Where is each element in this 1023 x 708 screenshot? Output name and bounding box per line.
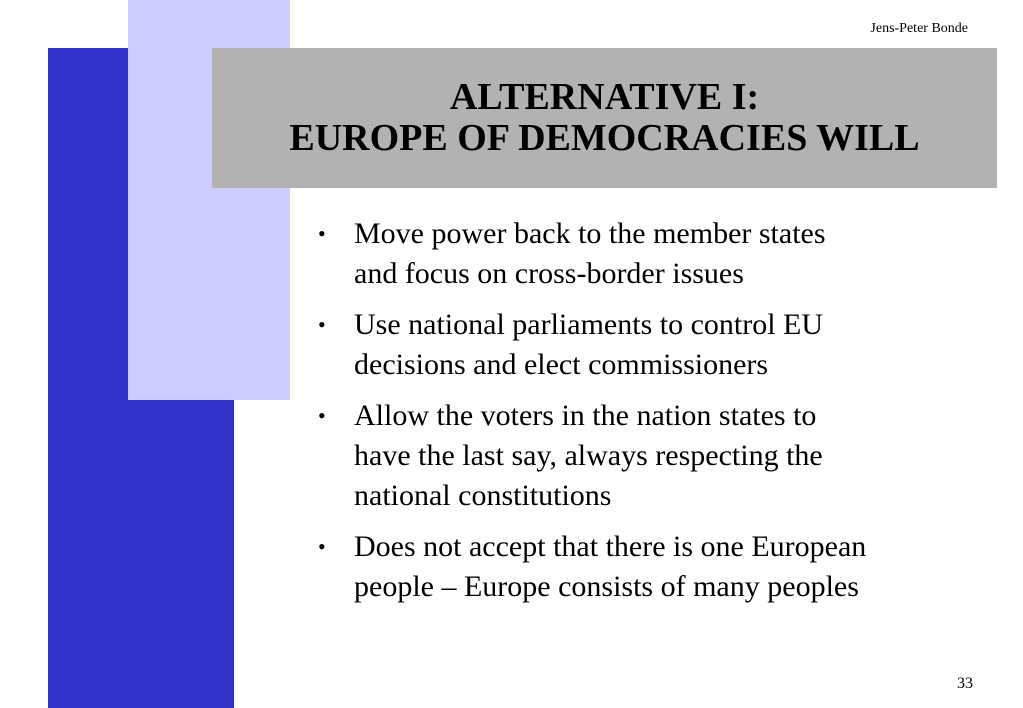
bullet-text-line: have the last say, always respecting the (354, 439, 823, 472)
bullet-text-line: Does not accept that there is one European (354, 530, 867, 563)
bullet-text-line: Use national parliaments to control EU (354, 308, 824, 341)
bullet-item (310, 396, 1000, 516)
bullet-text-line: people – Europe consists of many peoples (354, 570, 859, 603)
bullet-item (310, 305, 1000, 385)
page-number: 33 (957, 675, 973, 692)
bullet-item (310, 527, 1000, 607)
bullet-marker: • (318, 221, 326, 246)
bullet-list (310, 214, 1000, 618)
title-line-2: EUROPE OF DEMOCRACIES WILL (289, 117, 920, 159)
title-line-1: ALTERNATIVE I: (449, 76, 760, 118)
bullet-text-line: and focus on cross-border issues (354, 257, 744, 290)
bullet-marker: • (318, 403, 326, 428)
bullet-text-line: national constitutions (354, 479, 612, 512)
title-box (212, 48, 997, 188)
bullet-text-line: Move power back to the member states (354, 217, 826, 250)
bullet-text-line: Allow the voters in the nation states to (354, 399, 817, 432)
author-name: Jens-Peter Bonde (870, 21, 968, 36)
bullet-item (310, 214, 1000, 294)
bullet-marker: • (318, 534, 326, 559)
bullet-marker: • (318, 312, 326, 337)
bullet-text-line: decisions and elect commissioners (354, 348, 769, 381)
